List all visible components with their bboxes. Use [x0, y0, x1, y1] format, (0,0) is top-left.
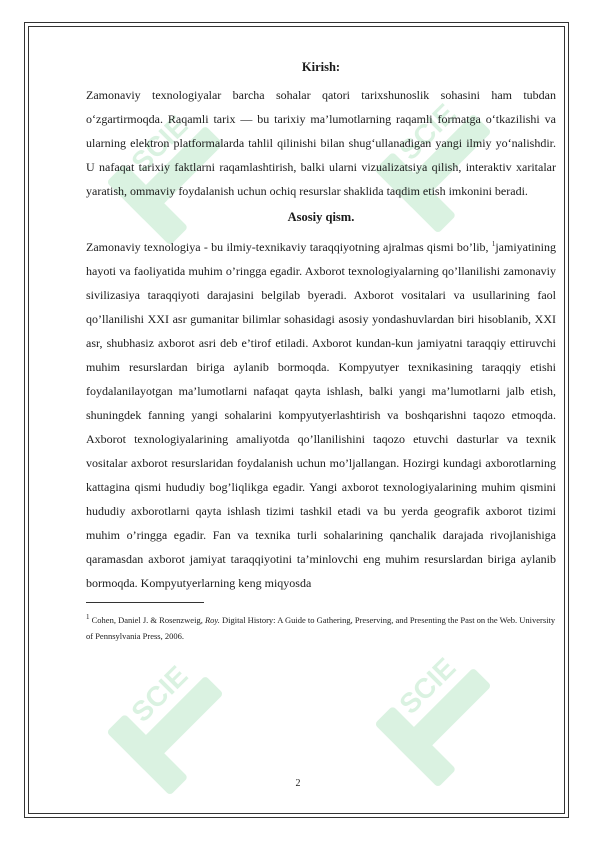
watermark-text: SCIE [125, 109, 194, 178]
footnote-mark: 1 [86, 613, 90, 622]
main-heading: Asosiy qism. [287, 210, 355, 224]
main-paragraph-lead: Zamonaviy texnologiya - bu ilmiy-texnikaviy taraqqiyotning ajralmas qismi bo’lib, [86, 240, 489, 254]
watermark-text: SCIE [125, 659, 194, 728]
footnote-rest: Digital History: A Guide to Gathering, Preserving, and Presenting the Past on the Web. University of Pennsylvania Press, 2006. [86, 615, 556, 641]
intro-heading: Kirish: [301, 60, 341, 74]
footnote-reference[interactable]: 1 [491, 240, 496, 248]
watermark-text: SCIE [393, 97, 462, 166]
watermark-text: SCIE [393, 651, 462, 720]
page-number: 2 [295, 778, 301, 789]
intro-paragraph: Zamonaviy texnologiyalar barcha sohalar qatori tarixshunoslik sohasini ham tubdan o‘zgartirmoqda. Raqamli tarix — bu tarixiy ma’lumotlarning raqamli formatga o‘tkazilishi va ularning elektron platformalarda tahlil qilinishi bilan shug‘ullanadigan yangi ilmiy yo‘nalishdir. U nafaqat tarixiy faktlarni raqamlashtirish, balki ularni vizualizatsiya qilish, interaktiv xaritalar yaratish, ommaviy foydalanish uchun ochiq resurslar shaklida taqdim etish imkonini beradi. [86, 88, 556, 198]
footnote [86, 612, 556, 644]
document-body [86, 57, 556, 644]
footnote-authors: Cohen, Daniel J. & Rosenzweig, [91, 615, 203, 625]
footnote-divider [86, 602, 204, 603]
footnote-italic: Roy. [204, 615, 220, 625]
main-paragraph [86, 235, 556, 595]
main-paragraph-text: jamiyatining hayoti va faoliyatida muhim o’ringga egadir. Axborot texnologiyalarning qo’llanilishi zamonaviy sivilizasiya taraqqiyoti darajasini belgilab byeradi. Axborot vositalari va usullarining faol qo’llanilishi XXI asr gumanitar bilimlar sohasidagi asosiy yondashuvlardan biri hisoblanib, XXI asr, shubhasiz axborot asri deb e’tirof etiladi. Axborot kundan-kun jamiyatni taraqqiy ettiruvchi muhim resurslardan biriga aylanib bormoqda. Kompyutyer texnikasining taraqqiy etishi foydalanilayotgan ma’lumotlarni nafaqat qayta ishlash, balki yangi ma’lumotlarni jalb etish, shuningdek fanning yangi sohalarini kompyutyerlashtirish va boshqarishni taqozo etmoqda. Axborot texnologiyalarining amaliyotda qo’llanilishini taqozo etuvchi dasturlar va texnik vositalar axborot resurslaridan foydalanish uchun mo’ljallangan. Hozirgi kundagi axborotlarning kattagina qismi hududiy bog’liqlikga egadir. Yangi axborot texnologiyalarining muhim qismini hududiy axborotlarni qayta ishlash tizimi tashkil etadi va bu yerda geografik axborot tizimi muhim o’ringga egadir. Fan va texnika turli sohalarining qanchalik darajada rivojlanishiga qaramasdan axborot jamiyat taraqqiyotini ta’minlovchi eng muhim resurslardan biriga aylanib bormoqda. Kompyutyerlarning keng miqyosda [86, 240, 556, 590]
